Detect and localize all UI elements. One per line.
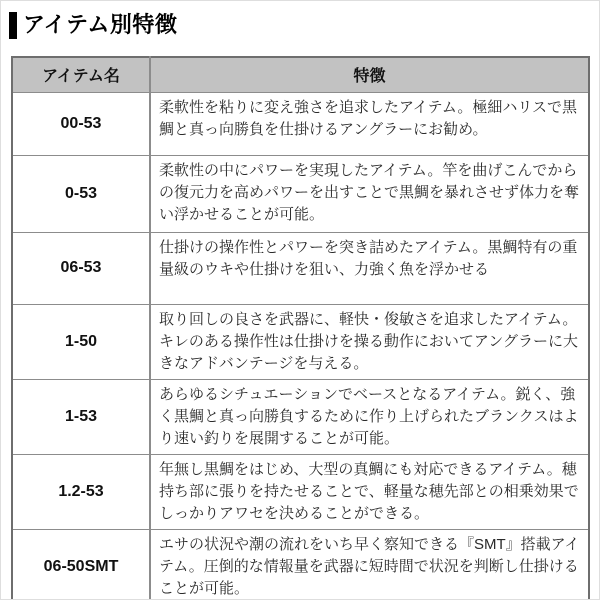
table-row: [12, 304, 589, 379]
feature-cell: 柔軟性を粘りに変え強さを追求したアイテム。極細ハリスで黒鯛と真っ向勝負を仕掛けるアングラーにお勧め。: [150, 92, 589, 155]
table-row: [12, 454, 589, 529]
item-name-cell: 06-50SMT: [12, 529, 150, 600]
table-row: [12, 529, 589, 600]
feature-cell: 仕掛けの操作性とパワーを突き詰めたアイテム。黒鯛特有の重量級のウキや仕掛けを狙い、力強く魚を浮かせる: [150, 232, 589, 304]
table-row: [12, 379, 589, 454]
item-feature-table: [11, 56, 590, 600]
item-name-cell: 1-53: [12, 379, 150, 454]
section-title-row: [9, 10, 599, 40]
table-row: [12, 232, 589, 304]
feature-cell: あらゆるシチュエーションでベースとなるアイテム。鋭く、強く黒鯛と真っ向勝負するために作り上げられたブランクスはより速い釣りを展開することが可能。: [150, 379, 589, 454]
item-name-cell: 06-53: [12, 232, 150, 304]
column-header-item-name: アイテム名: [12, 57, 150, 92]
feature-cell: 年無し黒鯛をはじめ、大型の真鯛にも対応できるアイテム。穂持ち部に張りを持たせることで、軽量な穂先部との相乗効果でしっかりアワセを決めることができる。: [150, 454, 589, 529]
feature-cell: 柔軟性の中にパワーを実現したアイテム。竿を曲げこんでからの復元力を高めパワーを出すことで黒鯛を暴れさせず体力を奪い浮かせることが可能。: [150, 155, 589, 232]
feature-cell: 取り回しの良さを武器に、軽快・俊敏さを追求したアイテム。キレのある操作性は仕掛けを操る動作においてアングラーに大きなアドバンテージを与える。: [150, 304, 589, 379]
feature-cell: エサの状況や潮の流れをいち早く察知できる『SMT』搭載アイテム。圧倒的な情報量を武器に短時間で状況を判断し仕掛けることが可能。: [150, 529, 589, 600]
item-name-cell: 00-53: [12, 92, 150, 155]
column-header-feature: 特徴: [150, 57, 589, 92]
item-name-cell: 1-50: [12, 304, 150, 379]
table-row: [12, 155, 589, 232]
table-header-row: [12, 57, 589, 92]
item-name-cell: 0-53: [12, 155, 150, 232]
table-row: [12, 92, 589, 155]
page-title: アイテム別特徴: [23, 12, 178, 37]
item-name-cell: 1.2-53: [12, 454, 150, 529]
title-accent-bar: [9, 12, 17, 39]
